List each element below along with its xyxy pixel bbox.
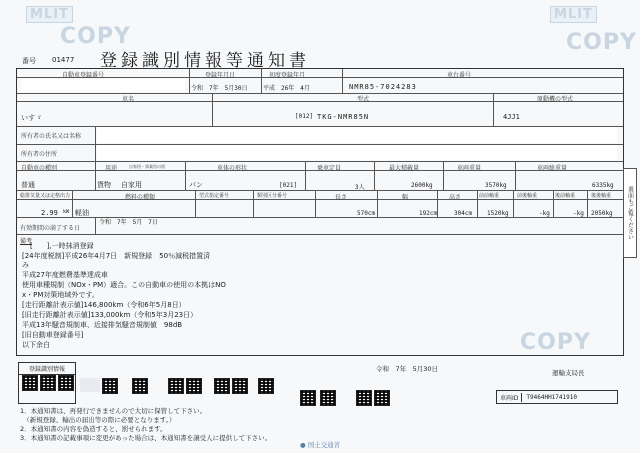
use-value: 貨物 (97, 181, 111, 189)
use-label: 用途 (105, 165, 118, 172)
body-label: 車体の形状 (217, 165, 248, 172)
code-block (214, 378, 230, 394)
mlit-watermark: MLIT (26, 6, 73, 23)
front-rear-axle-value: -kg (539, 210, 550, 217)
height-label: 高さ (449, 194, 462, 201)
seal-label: 登録識別情報 (19, 363, 75, 375)
width-label: 幅 (402, 194, 409, 201)
footnote: 1．本通知書は、再発行できませんので大切に保管して下さい。 (20, 407, 207, 415)
gross-weight-value: 6335kg (592, 182, 614, 189)
remark-line: [ ],一時抹消登録 (30, 242, 94, 250)
body-code-value: [021] (279, 182, 298, 189)
reg-no-redacted (21, 79, 185, 92)
max-load-label: 最大積載量 (389, 165, 420, 172)
gross-weight-label: 車両総重量 (537, 165, 568, 172)
owner-name-label: 所有者の氏名又は名称 (21, 133, 82, 140)
engine-value: 4JJ1 (503, 113, 520, 121)
rear-rear-axle-value: 2050kg (591, 210, 613, 217)
capacity-label: 乗車定員 (317, 165, 342, 172)
remark-line: x・PM対策地域外です。 (22, 291, 99, 299)
weight-label: 車両重量 (457, 165, 482, 172)
fuel-value: 軽油 (75, 209, 89, 217)
displacement-label: 総排気量又は定格出力 (20, 193, 71, 199)
model-label: 型式 (357, 96, 370, 103)
code-block (374, 390, 390, 406)
kind-label: 自動車の種別 (21, 165, 58, 172)
engine-label: 原動機の型式 (537, 96, 574, 103)
capacity-value: 3人 (355, 184, 365, 191)
footnote: 2．本通知書の内容を偽造すると、罰せられます。 (20, 425, 167, 433)
owner-name-redacted (97, 127, 617, 143)
copy-watermark-bottom: COPY (520, 330, 591, 355)
vehicle-id-label: 車両ID (497, 393, 522, 402)
expiry-label: 有効期間の満了する日 (20, 225, 81, 232)
length-value: 570cm (357, 210, 376, 217)
code-block (300, 390, 316, 406)
code-block (320, 390, 336, 406)
ministry-name: 国土交通省 (307, 441, 341, 449)
rear-rear-axle-label: 後後軸重 (591, 193, 612, 199)
copy-watermark-right: COPY (566, 30, 637, 55)
code-block (258, 378, 274, 394)
side-note: 裏面もご覧ください (623, 168, 637, 258)
footnote: （新規登録、輸出の届出等の際に必要となります。） (20, 416, 176, 424)
use-sub-value: 自家用 (121, 181, 142, 189)
code-block (132, 378, 148, 394)
remark-line: 平成13年騒音規制車、近接排気騒音規制値 98dB (22, 321, 183, 329)
model-code-value: [012] (295, 113, 314, 120)
document-number: 01477 (52, 56, 75, 64)
issuer: 運輸支局長 (552, 369, 585, 377)
length-label: 長さ (335, 194, 348, 201)
redacted-strip (80, 378, 100, 392)
weight-value: 3570kg (485, 182, 507, 189)
width-value: 192cm (419, 210, 438, 217)
rear-front-axle-label: 後前軸重 (555, 193, 576, 199)
code-block (232, 378, 248, 394)
rear-front-axle-value: -kg (573, 210, 584, 217)
front-front-axle-value: 1520kg (487, 210, 509, 217)
reg-date-label: 登録年月日 (205, 72, 236, 79)
car-name-value: いすゞ (21, 114, 42, 122)
first-reg-label: 初度登録年月 (269, 72, 306, 79)
remark-line: [旧自動車登録番号] (22, 331, 84, 339)
displacement-unit: kW (63, 209, 70, 215)
fuel-label: 燃料の種類 (125, 194, 156, 201)
code-block (22, 375, 38, 391)
body-value: バン (189, 181, 203, 189)
remarks-label: 備考 (20, 238, 33, 245)
first-reg-value: 平成 26年 4月 (263, 85, 310, 92)
mlit-watermark-right: MLIT (550, 6, 597, 23)
owner-address-redacted (97, 145, 617, 160)
vin-label: 車台番号 (447, 72, 472, 79)
remark-line: [24年度税制]平成26年4月7日 新規登録 50％減税措置済 (22, 252, 211, 260)
number-label: 番号 (22, 57, 36, 65)
footnote: 3．本通知書の記載事項に変更があった場合は、本通知書を譲受人に提供して下さい。 (20, 434, 272, 442)
front-rear-axle-label: 前後軸重 (517, 193, 538, 199)
code-block (356, 390, 372, 406)
vehicle-id-box (496, 390, 618, 404)
model-value: TKG-NMR85N (317, 113, 370, 121)
type-no-label: 型式指定番号 (199, 193, 230, 199)
reg-no-label: 自動車登録番号 (62, 72, 105, 79)
remark-line: 平成27年度燃費基準達成車 (22, 271, 108, 279)
class-no-label: 類別区分番号 (257, 193, 288, 199)
remark-line: 以下余白 (22, 341, 50, 349)
remark-line: [走行距離計表示値]146,800km（令和6年5月8日） (22, 301, 186, 309)
ministry-mark (300, 440, 340, 449)
remark-line: [旧走行距離計表示値]133,000km（令和5年3月23日） (22, 311, 198, 319)
code-block (58, 375, 74, 391)
kind-value: 普通 (21, 181, 35, 189)
code-block (40, 375, 56, 391)
remark-line: 使用車種規制（NOx・PM）適合。この自動車の使用の本拠はNO (22, 281, 226, 289)
issue-date: 令和 7年 5月30日 (376, 365, 439, 373)
front-front-axle-label: 前前軸重 (479, 193, 500, 199)
copy-watermark: COPY (60, 24, 131, 49)
car-name-label: 車名 (122, 96, 135, 103)
code-block (186, 378, 202, 394)
vin-value: NMR85-7024283 (349, 83, 417, 91)
remark-line: み (22, 261, 29, 269)
code-block (168, 378, 184, 394)
expiry-value: 令和 7年 5月 7日 (99, 219, 158, 226)
displacement-value: 2.99 (41, 209, 58, 217)
max-load-value: 2600kg (411, 182, 433, 189)
document-title: 登録識別情報等通知書 (100, 51, 310, 71)
reg-date-value: 令和 7年 5月30日 (191, 85, 248, 92)
owner-address-label: 所有者の住所 (21, 151, 58, 158)
code-block (102, 378, 118, 394)
vehicle-id-value: T9464HH1741910 (526, 393, 577, 401)
use-sub-label: 自家用・事業用の別 (129, 164, 165, 169)
height-value: 304cm (454, 210, 473, 217)
ministry-icon: ● (300, 441, 306, 449)
